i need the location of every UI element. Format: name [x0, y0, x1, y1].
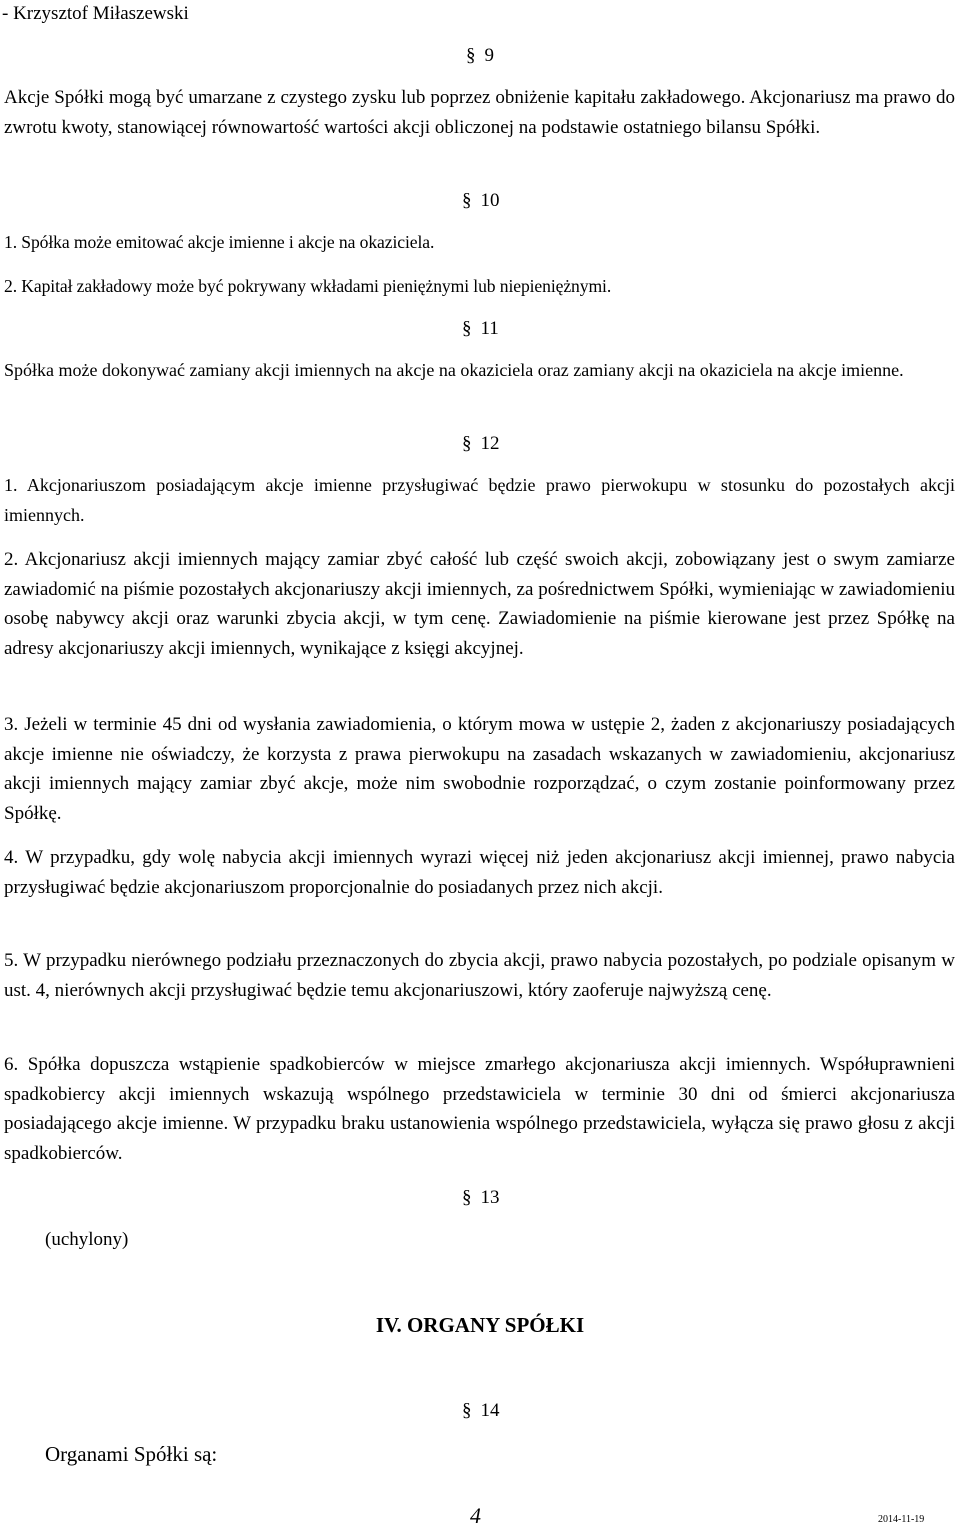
section-number: 13: [480, 1187, 500, 1208]
section-number: 11: [480, 318, 499, 339]
section-10-heading: [462, 190, 500, 212]
section-10-paragraph-1: 1. Spółka może emitować akcje imienne i akcje na okaziciela.: [4, 232, 435, 252]
section-symbol: §: [462, 433, 472, 454]
section-9-text: Akcje Spółki mogą być umarzane z czystego zysku lub poprzez obniżenie kapitału zakładowego. Akcjonariusz ma prawo do zwrotu kwoty, stanowiącej równowartość wartości akcji obliczonej na podstawie ostatniego bilansu Spółki.: [4, 87, 955, 138]
section-12-paragraph-5: 5. W przypadku nierównego podziału przeznaczonych do zbycia akcji, prawo nabycia pozostałych, po podziale opisanym w ust. 4, nierównych akcji przysługiwać będzie temu akcjonariuszowi, który zaoferuje najwyższą cenę.: [4, 950, 955, 1001]
section-symbol: §: [462, 1187, 472, 1208]
section-number: 9: [484, 45, 494, 66]
section-14-heading: [462, 1400, 500, 1422]
section-number: 10: [480, 190, 500, 211]
section-14-text: Organami Spółki są:: [45, 1442, 218, 1466]
section-11-text: Spółka może dokonywać zamiany akcji imiennych na akcje na okaziciela oraz zamiany akcji na okaziciela na akcje imienne.: [4, 360, 904, 380]
section-symbol: §: [462, 190, 472, 211]
section-symbol: §: [462, 318, 472, 339]
section-9-heading: [466, 45, 494, 67]
section-13-text: (uchylony): [45, 1229, 129, 1250]
section-10-paragraph-2: 2. Kapitał zakładowy może być pokrywany wkładami pieniężnymi lub niepieniężnymi.: [4, 276, 612, 296]
author-line: - Krzysztof Miłaszewski: [2, 3, 189, 24]
section-12-paragraph-1: 1. Akcjonariuszom posiadającym akcje imienne przysługiwać będzie prawo pierwokupu w stosunku do pozostałych akcji imiennych.: [4, 475, 955, 525]
section-12-paragraph-2: 2. Akcjonariusz akcji imiennych mający zamiar zbyć całość lub część swoich akcji, zobowiązany jest o swym zamiarze zawiadomić na piśmie pozostałych akcjonariuszy akcji imiennych, za pośrednictwem Spółki, wymieniając w zawiadomieniu osobę nabywcy akcji oraz warunki zbycia akcji, w tym cenę. Zawiadomienie na piśmie kierowane jest przez Spółkę na adresy akcjonariuszy akcji imiennych, wynikające z księgi akcyjnej.: [4, 549, 955, 659]
page-number: 4: [470, 1503, 481, 1528]
section-number: 12: [480, 433, 500, 454]
section-12-heading: [462, 433, 500, 455]
section-symbol: §: [466, 45, 476, 66]
section-13-heading: [462, 1187, 500, 1209]
section-11-heading: [462, 318, 499, 340]
section-12-paragraph-4: 4. W przypadku, gdy wolę nabycia akcji imiennych wyrazi więcej niż jeden akcjonariusz akcji imiennej, prawo nabycia przysługiwać będzie akcjonariuszom proporcjonalnie do posiadanych przez nich akcji.: [4, 847, 955, 898]
section-number: 14: [480, 1400, 500, 1421]
chapter-heading: IV. ORGANY SPÓŁKI: [375, 1313, 585, 1337]
section-12-paragraph-3: 3. Jeżeli w terminie 45 dni od wysłania zawiadomienia, o którym mowa w ustępie 2, żaden z akcjonariuszy posiadających akcje imienne nie oświadczy, że korzysta z prawa pierwokupu na zasadach wskazanych w zawiadomieniu, akcjonariusz akcji imiennych mający zamiar zbyć akcje, może nim swobodnie rozporządzać, o czym zostanie poinformowany przez Spółkę.: [4, 714, 955, 824]
section-symbol: §: [462, 1400, 472, 1421]
section-12-paragraph-6: 6. Spółka dopuszcza wstąpienie spadkobierców w miejsce zmarłego akcjonariusza akcji imiennych. Współuprawnieni spadkobiercy akcji imiennych wskazują wspólnego przedstawiciela w terminie 30 dni od śmierci akcjonariusza posiadającego akcje imienne. W przypadku braku ustanowienia wspólnego przedstawiciela, wyłącza się prawo głosu z akcji spadkobierców.: [4, 1054, 955, 1164]
footer-date: 2014-11-19: [878, 1514, 925, 1525]
